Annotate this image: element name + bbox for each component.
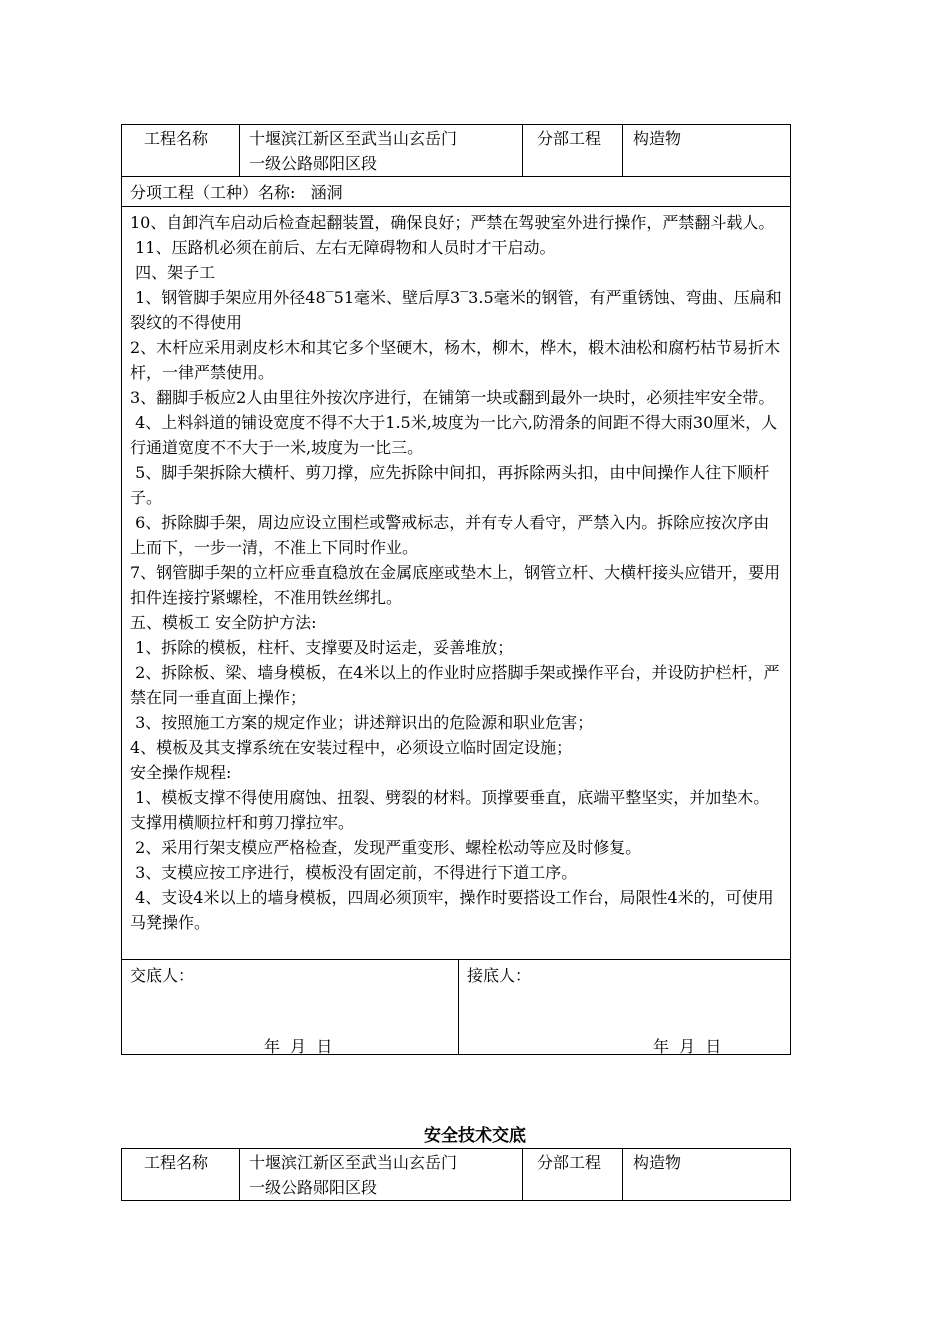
handover-person-cell <box>122 960 459 1055</box>
para-16: 安全操作规程: <box>130 763 232 782</box>
receiver-person-cell <box>459 960 791 1055</box>
para-11: 五、模板工 安全防护方法: <box>130 613 317 632</box>
para-13: 2、拆除板、梁、墙身模板，在4米以上的作业时应搭脚手架或操作平台，并设防护栏杆，严禁在同一垂直面上操作； <box>130 663 780 707</box>
handover-person-label: 交底人： <box>130 966 195 985</box>
dept-project-value: 构造物 <box>623 125 791 177</box>
disclosure-table-main <box>121 124 791 1055</box>
para-3: 四、架子工 <box>130 263 216 282</box>
project-name-label-2: 工程名称 <box>122 1149 240 1201</box>
para-19: 3、支模应按工序进行，模板没有固定前，不得进行下道工序。 <box>130 863 578 882</box>
dept-project-value-2: 构造物 <box>623 1149 791 1201</box>
page-title: 安全技术交底 <box>424 1126 526 1146</box>
receiver-date: 年 月 日 <box>653 1037 722 1056</box>
para-8: 5、脚手架拆除大横杆、剪刀撑，应先拆除中间扣，再拆除两头扣，由中间操作人往下顺杆子。 <box>130 463 770 507</box>
para-18: 2、采用行架支模应严格检查，发现严重变形、螺栓松动等应及时修复。 <box>130 838 642 857</box>
receiver-person-label: 接底人： <box>467 966 532 985</box>
para-1: 10、自卸汽车启动后检查起翻装置，确保良好；严禁在驾驶室外进行操作，严禁翻斗载人。 <box>130 213 775 232</box>
subitem-name: 分项工程（工种）名称: 涵洞 <box>122 177 791 207</box>
handover-date: 年 月 日 <box>264 1037 333 1056</box>
para-9: 6、拆除脚手架，周边应设立围栏或警戒标志，并有专人看守，严禁入内。拆除应按次序由上而下，一步一清，不准上下同时作业。 <box>130 513 770 557</box>
project-name-label: 工程名称 <box>122 125 240 177</box>
para-12: 1、拆除的模板，柱杆、支撑要及时运走，妥善堆放； <box>130 638 514 657</box>
para-20: 4、支设4米以上的墙身模板，四周必须顶牢，操作时要搭设工作台，局限性4米的，可使用马凳操作。 <box>130 888 774 932</box>
dept-project-label-2: 分部工程 <box>523 1149 623 1201</box>
para-17: 1、模板支撑不得使用腐蚀、扭裂、劈裂的材料。顶撑要垂直，底端平整坚实，并加垫木。支撑用横顺拉杆和剪刀撑拉牢。 <box>130 788 770 832</box>
project-name-line1: 十堰滨江新区至武当山玄岳门 <box>249 129 458 148</box>
project-name-line2: 一级公路郧阳区段 <box>249 154 378 173</box>
para-14: 3、按照施工方案的规定作业；讲述辩识出的危险源和职业危害； <box>130 713 594 732</box>
para-4: 1、钢管脚手架应用外径48‾51毫米、壁后厚3‾3.5毫米的钢管，有严重锈蚀、弯曲、压扁和裂纹的不得使用 <box>130 288 782 332</box>
safety-content <box>122 207 791 960</box>
content-row <box>122 207 791 960</box>
dept-project-label: 分部工程 <box>523 125 623 177</box>
header-row-2 <box>122 1149 791 1201</box>
para-6: 3、翻脚手板应2人由里往外按次序进行，在铺第一块或翻到最外一块时，必须挂牢安全带。 <box>130 388 775 407</box>
project-name-value-2 <box>240 1149 523 1201</box>
project-name-value <box>240 125 523 177</box>
para-15: 4、模板及其支撑系统在安装过程中，必须设立临时固定设施； <box>130 738 573 757</box>
para-2: 11、压路机必须在前后、左右无障碍物和人员时才干启动。 <box>130 238 556 257</box>
disclosure-table-second <box>121 1148 791 1201</box>
project-name-line1-2: 十堰滨江新区至武当山玄岳门 <box>249 1153 458 1172</box>
project-name-line2-2: 一级公路郧阳区段 <box>249 1178 378 1197</box>
para-7: 4、上料斜道的铺设宽度不得不大于1.5米,坡度为一比六,防滑条的间距不得大雨30厘米，人行通道宽度不不大于一米,坡度为一比三。 <box>130 413 778 457</box>
subitem-row <box>122 177 791 207</box>
signature-row <box>122 960 791 1055</box>
header-row <box>122 125 791 177</box>
para-10: 7、钢管脚手架的立杆应垂直稳放在金属底座或垫木上，钢管立杆、大横杆接头应错开，要用扣件连接拧紧螺栓，不准用铁丝绑扎。 <box>130 563 781 607</box>
para-5: 2、木杆应采用剥皮杉木和其它多个坚硬木，杨木，柳木，桦木，椴木油松和腐朽枯节易折木杆，一律严禁使用。 <box>130 338 781 382</box>
